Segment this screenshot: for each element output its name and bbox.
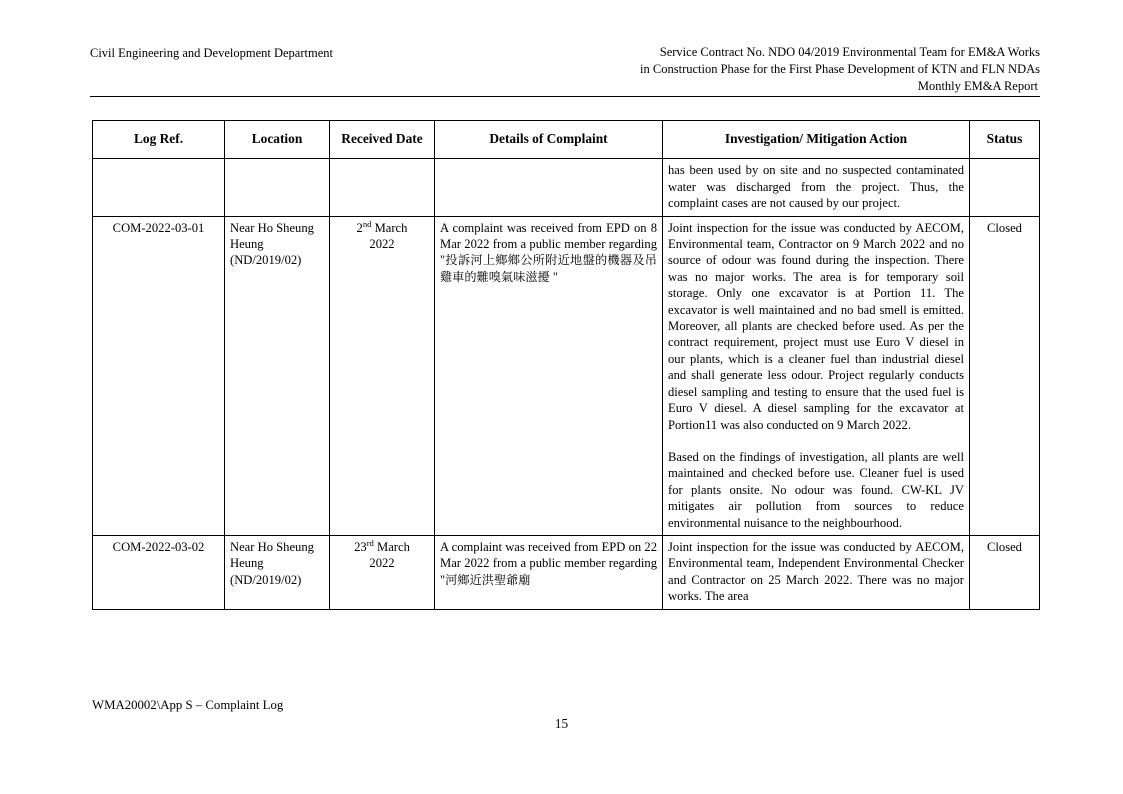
header-line-3 xyxy=(640,78,1040,97)
cell-received-date xyxy=(330,216,435,535)
header-report-title: Monthly EM&A Report xyxy=(916,78,1040,97)
header-divider xyxy=(90,96,1040,97)
cell-action xyxy=(663,535,970,609)
table-row xyxy=(93,159,1040,216)
header-department: Civil Engineering and Development Department xyxy=(90,46,333,60)
cell-location xyxy=(225,159,330,216)
received-date-day: 2 xyxy=(356,220,363,235)
header-line-2: in Construction Phase for the First Phase Development of KTN and FLN NDAs xyxy=(640,62,1040,76)
column-header-details: Details of Complaint xyxy=(435,121,663,159)
received-date-ordinal: nd xyxy=(362,218,372,229)
page-header xyxy=(90,44,1040,97)
received-date-month: March xyxy=(373,539,410,554)
cell-received-date xyxy=(330,159,435,216)
location-name: Near Ho Sheung Heung xyxy=(230,220,314,252)
details-text-en: A complaint was received from EPD on 8 Mar 2022 from a public member regarding " xyxy=(440,220,657,268)
details-text-cjk: 投訴河上鄉鄉公所附近地盤的機器及吊雞車的難嗅氣味滋擾 xyxy=(440,253,657,284)
location-code: (ND/2019/02) xyxy=(230,253,302,268)
cell-received-date xyxy=(330,535,435,609)
header-contract-info xyxy=(640,44,1040,97)
column-header-action: Investigation/ Mitigation Action xyxy=(663,121,970,159)
footer-reference: WMA20002\App S – Complaint Log xyxy=(92,698,284,712)
table-header-row xyxy=(93,121,1040,159)
table-row xyxy=(93,216,1040,535)
column-header-status: Status xyxy=(970,121,1040,159)
action-paragraph-1: Joint inspection for the issue was conducted by AECOM, Environmental team, Contractor on 9 March 2022 and no source of odour was found during the inspection. There was no major works. The area is for temporary soil storage. Only one excavator is at Portion 11. The excavator is well maintained and no bad smell is emitted. Moreover, all plants are checked before used. As per the contract requirement, project must use Euro V diesel in our plants, which is a cleaner fuel than industrial diesel and shall generate less odour. Project regularly conducts diesel sampling and testing to ensure that the used fuel is Euro V diesel. A diesel sampling for the excavator at Portion11 was also conducted on 9 March 2022. xyxy=(668,220,964,432)
location-code: (ND/2019/02) xyxy=(230,572,302,587)
cell-log-ref: COM-2022-03-02 xyxy=(93,535,225,609)
cell-status xyxy=(970,216,1040,535)
received-date-day: 23 xyxy=(354,539,367,554)
cell-log-ref: COM-2022-03-01 xyxy=(93,216,225,535)
action-paragraph-1: Joint inspection for the issue was conducted by AECOM, Environmental team, Independent Environmental Checker and Contractor on 25 March 2022. There was no major works. The area xyxy=(668,539,964,604)
cell-details xyxy=(435,535,663,609)
status-badge: Closed xyxy=(987,539,1022,554)
header-line-1: Service Contract No. NDO 04/2019 Environmental Team for EM&A Works xyxy=(659,45,1040,59)
cell-action: has been used by on site and no suspected contaminated water was discharged from the project. Thus, the complaint cases are not caused by our project. xyxy=(663,159,970,216)
cell-log-ref xyxy=(93,159,225,216)
column-header-log-ref: Log Ref. xyxy=(93,121,225,159)
table-row xyxy=(93,535,1040,609)
received-date-year: 2022 xyxy=(369,556,395,571)
details-text-cjk: 河鄉近洪聖爺廟 xyxy=(445,572,531,587)
paragraph-spacer xyxy=(668,433,964,449)
cell-action xyxy=(663,216,970,535)
column-header-received-date: Received Date xyxy=(330,121,435,159)
received-date-year: 2022 xyxy=(369,237,395,252)
action-paragraph-2: Based on the findings of investigation, all plants are well maintained and checked before use. Cleaner fuel is used for plants onsite. No odour was found. CW-KL JV mitigates air pollution from sources to reduce environmental nuisance to the neighbourhood. xyxy=(668,449,964,530)
cell-location xyxy=(225,535,330,609)
column-header-location: Location xyxy=(225,121,330,159)
cell-status xyxy=(970,535,1040,609)
details-text-en: A complaint was received from EPD on 22 Mar 2022 from a public member regarding " xyxy=(440,539,657,587)
cell-location xyxy=(225,216,330,535)
location-name: Near Ho Sheung Heung xyxy=(230,539,314,571)
complaint-log-table xyxy=(92,120,1040,610)
page-number: 15 xyxy=(554,716,569,731)
cell-details xyxy=(435,159,663,216)
cell-status xyxy=(970,159,1040,216)
status-badge: Closed xyxy=(987,220,1022,235)
details-text-en-close: " xyxy=(549,269,558,284)
received-date-ordinal: rd xyxy=(366,537,374,548)
cell-details xyxy=(435,216,663,535)
received-date-month: March xyxy=(371,220,408,235)
